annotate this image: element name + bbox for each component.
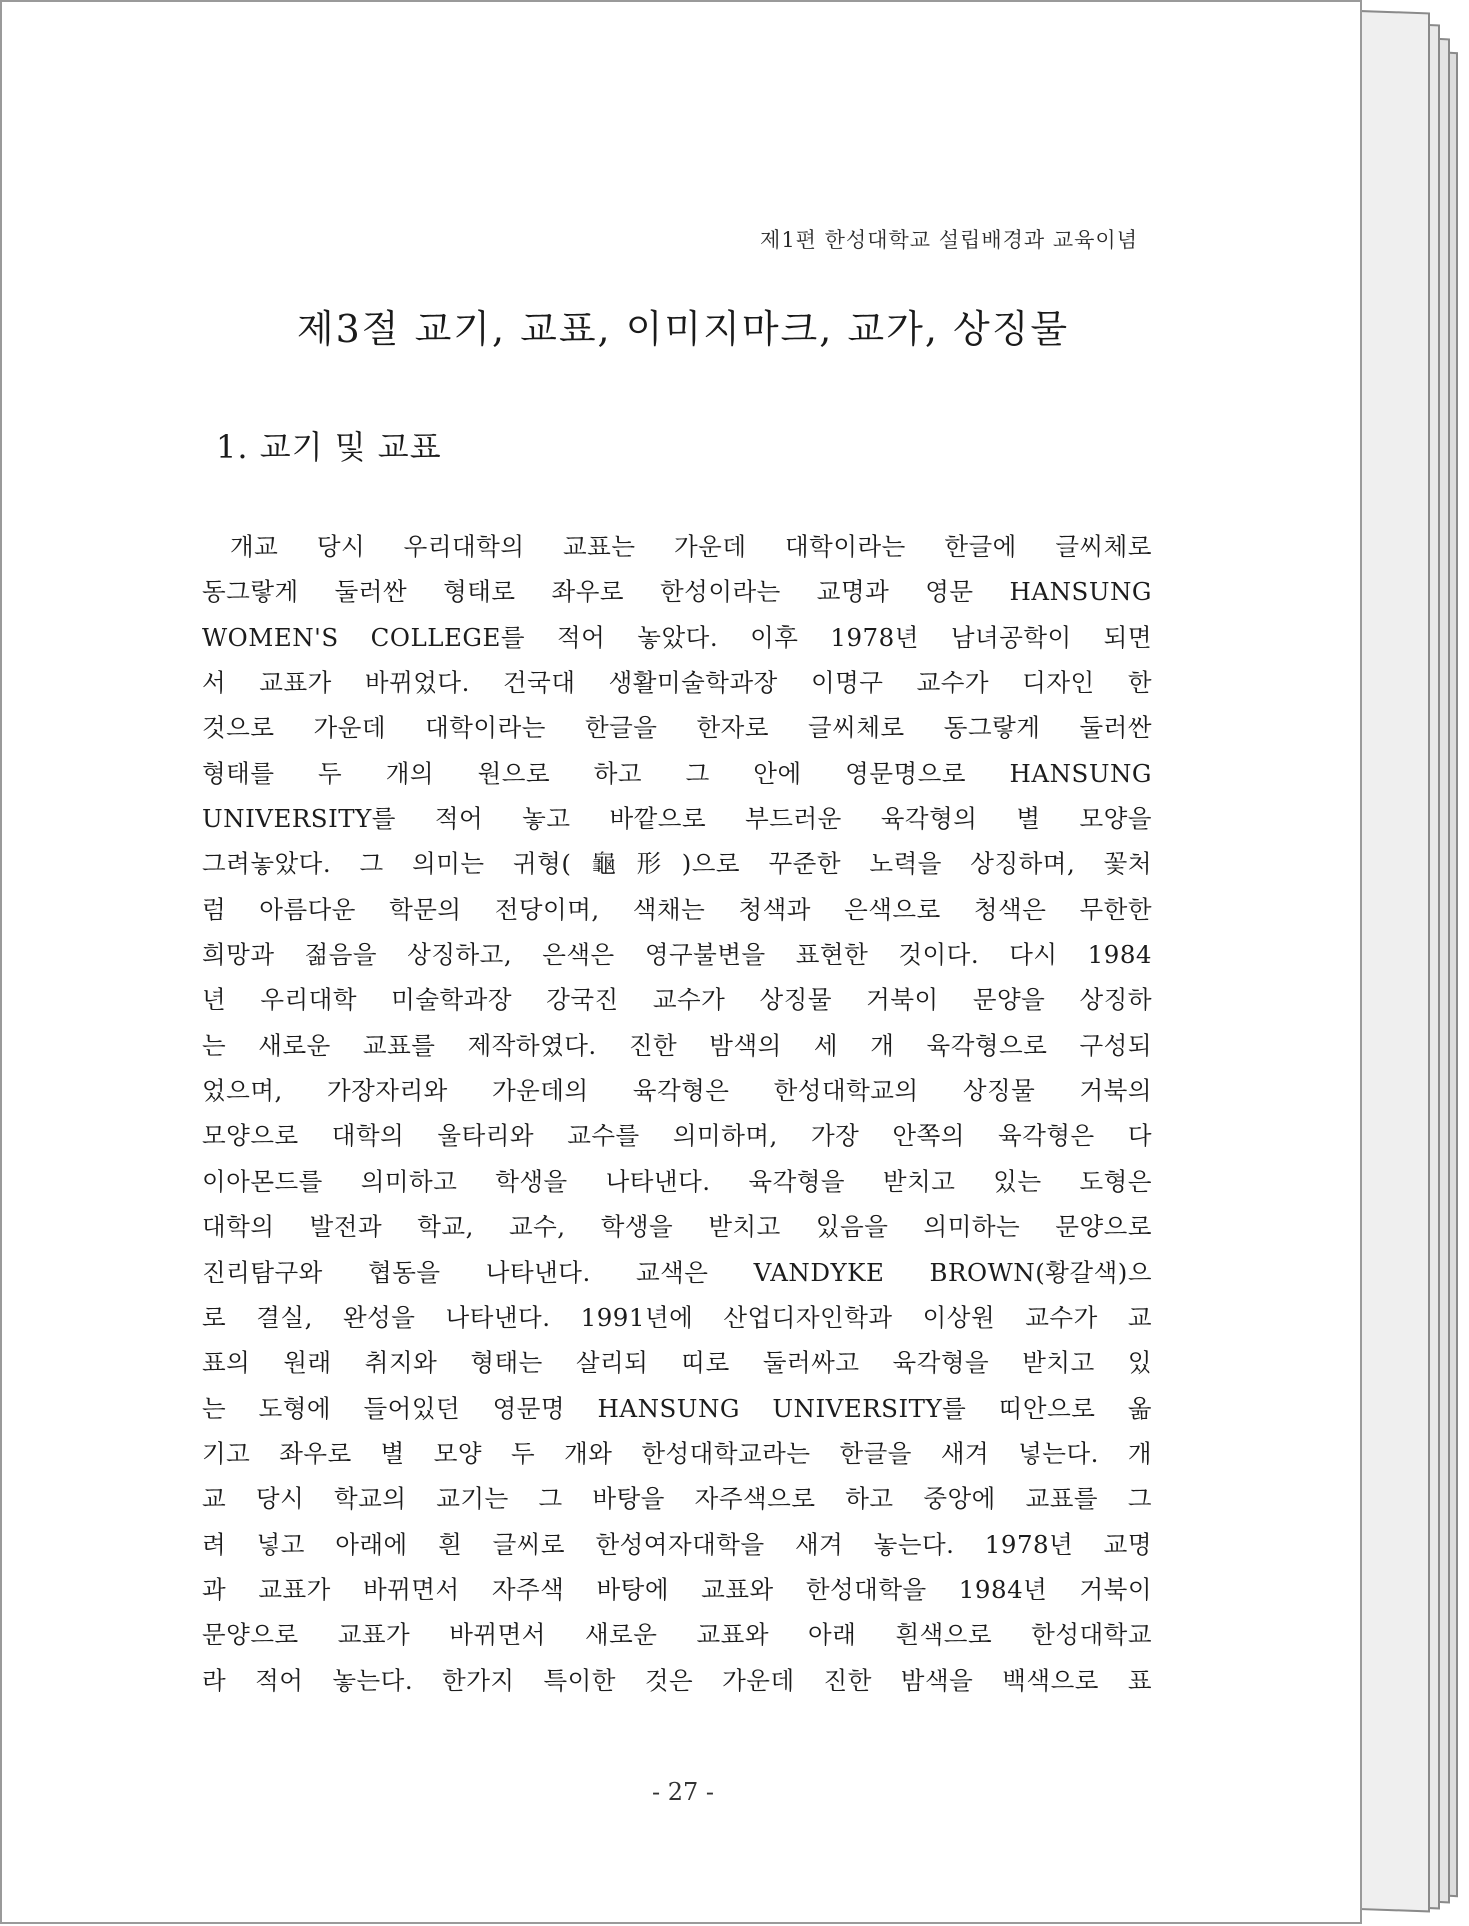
body-line: 것으로 가운데 대학이라는 한글을 한자로 글씨체로 동그랗게 둘러싼	[202, 713, 1152, 743]
body-line: 동그랗게 둘러싼 형태로 좌우로 한성이라는 교명과 영문 HANSUNG	[202, 577, 1152, 607]
body-paragraph	[202, 524, 1152, 1703]
body-line: 형태를 두 개의 원으로 하고 그 안에 영문명으로 HANSUNG	[202, 758, 1152, 788]
body-line: 이아몬드를 의미하고 학생을 나타낸다. 육각형을 받치고 있는 도형은	[202, 1166, 1152, 1196]
running-head: 제1편 한성대학교 설립배경과 교육이념	[760, 228, 1138, 252]
body-line: UNIVERSITY를 적어 놓고 바깥으로 부드러운 육각형의 별 모양을	[202, 804, 1152, 834]
subsection-title: 1. 교기 및 교표	[216, 428, 442, 466]
body-line: 문양으로 교표가 바뀌면서 새로운 교표와 아래 흰색으로 한성대학교	[202, 1620, 1152, 1650]
body-line: 대학의 발전과 학교, 교수, 학생을 받치고 있음을 의미하는 문양으로	[202, 1212, 1152, 1242]
body-line: 과 교표가 바뀌면서 자주색 바탕에 교표와 한성대학을 1984년 거북이	[202, 1574, 1152, 1604]
body-line: 그려놓았다. 그 의미는 귀형(龜形)으로 꾸준한 노력을 상징하며, 꽃처	[202, 849, 1152, 879]
body-line: 서 교표가 바뀌었다. 건국대 생활미술학과장 이명구 교수가 디자인 한	[202, 668, 1152, 698]
body-line: 는 도형에 들어있던 영문명 HANSUNG UNIVERSITY를 띠안으로 옮	[202, 1393, 1152, 1423]
body-line: 라 적어 놓는다. 한가지 특이한 것은 가운데 진한 밤색을 백색으로 표	[202, 1665, 1152, 1695]
body-line: 로 결실, 완성을 나타낸다. 1991년에 산업디자인학과 이상원 교수가 교	[202, 1302, 1152, 1332]
body-line: 럼 아름다운 학문의 전당이며, 색채는 청색과 은색으로 청색은 무한한	[202, 894, 1152, 924]
body-line: 모양으로 대학의 울타리와 교수를 의미하며, 가장 안쪽의 육각형은 다	[202, 1121, 1152, 1151]
body-line: 표의 원래 취지와 형태는 살리되 띠로 둘러싸고 육각형을 받치고 있	[202, 1348, 1152, 1378]
body-line: 기고 좌우로 별 모양 두 개와 한성대학교라는 한글을 새겨 넣는다. 개	[202, 1438, 1152, 1468]
body-line: 개교 당시 우리대학의 교표는 가운데 대학이라는 한글에 글씨체로	[230, 532, 1152, 561]
body-line: 년 우리대학 미술학과장 강국진 교수가 상징물 거북이 문양을 상징하	[202, 985, 1152, 1015]
page-edge	[1360, 10, 1430, 1912]
body-line: 희망과 젊음을 상징하고, 은색은 영구불변을 표현한 것이다. 다시 1984	[202, 940, 1152, 970]
body-line: WOMEN'S COLLEGE를 적어 놓았다. 이후 1978년 남녀공학이 되면	[202, 622, 1152, 652]
body-line: 려 넣고 아래에 흰 글씨로 한성여자대학을 새겨 놓는다. 1978년 교명	[202, 1529, 1152, 1559]
body-line: 었으며, 가장자리와 가운데의 육각형은 한성대학교의 상징물 거북의	[202, 1076, 1152, 1106]
body-line: 는 새로운 교표를 제작하였다. 진한 밤색의 세 개 육각형으로 구성되	[202, 1030, 1152, 1060]
body-line: 교 당시 학교의 교기는 그 바탕을 자주색으로 하고 중앙에 교표를 그	[202, 1484, 1152, 1514]
section-title: 제3절 교기, 교표, 이미지마크, 교가, 상징물	[296, 307, 1070, 351]
body-line: 진리탐구와 협동을 나타낸다. 교색은 VANDYKE BROWN(황갈색)으	[202, 1257, 1152, 1287]
page-number: - 27 -	[651, 1778, 714, 1806]
